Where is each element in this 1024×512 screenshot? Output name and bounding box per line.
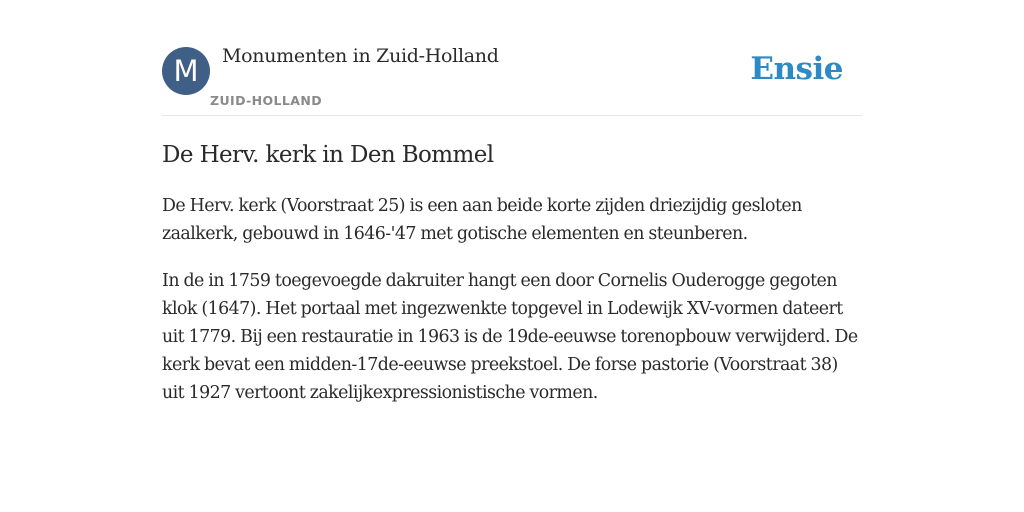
- avatar[interactable]: M: [162, 47, 210, 95]
- content-container: [162, 0, 862, 403]
- article-title: De Herv. kerk in Den Bommel: [162, 142, 494, 168]
- article-paragraph-2: In de in 1759 toegevoegde dakruiter hangt een door Cornelis Ouderogge gegoten klok (1647). Het portaal met ingezwenkte topgevel in Lodewijk XV-vormen dateert uit 1779. Bij een restauratie in 1963 is de 19de-eeuwse torenopbouw verwijderd. De kerk bevat een midden-17de-eeuwse preekstoel. De forse pastorie (Voorstraat 38) uit 1927 vertoont zakelijkexpressionistische vormen.: [162, 271, 858, 403]
- header: [162, 0, 862, 116]
- site-title[interactable]: Monumenten in Zuid-Holland: [222, 45, 499, 67]
- article-paragraph-1: De Herv. kerk (Voorstraat 25) is een aan beide korte zijden driezijdig gesloten zaalkerk, gebouwd in 1646-'47 met gotische elementen en steunberen.: [162, 196, 802, 244]
- category-label[interactable]: ZUID-HOLLAND: [210, 93, 322, 108]
- brand-logo[interactable]: Ensie: [750, 51, 843, 87]
